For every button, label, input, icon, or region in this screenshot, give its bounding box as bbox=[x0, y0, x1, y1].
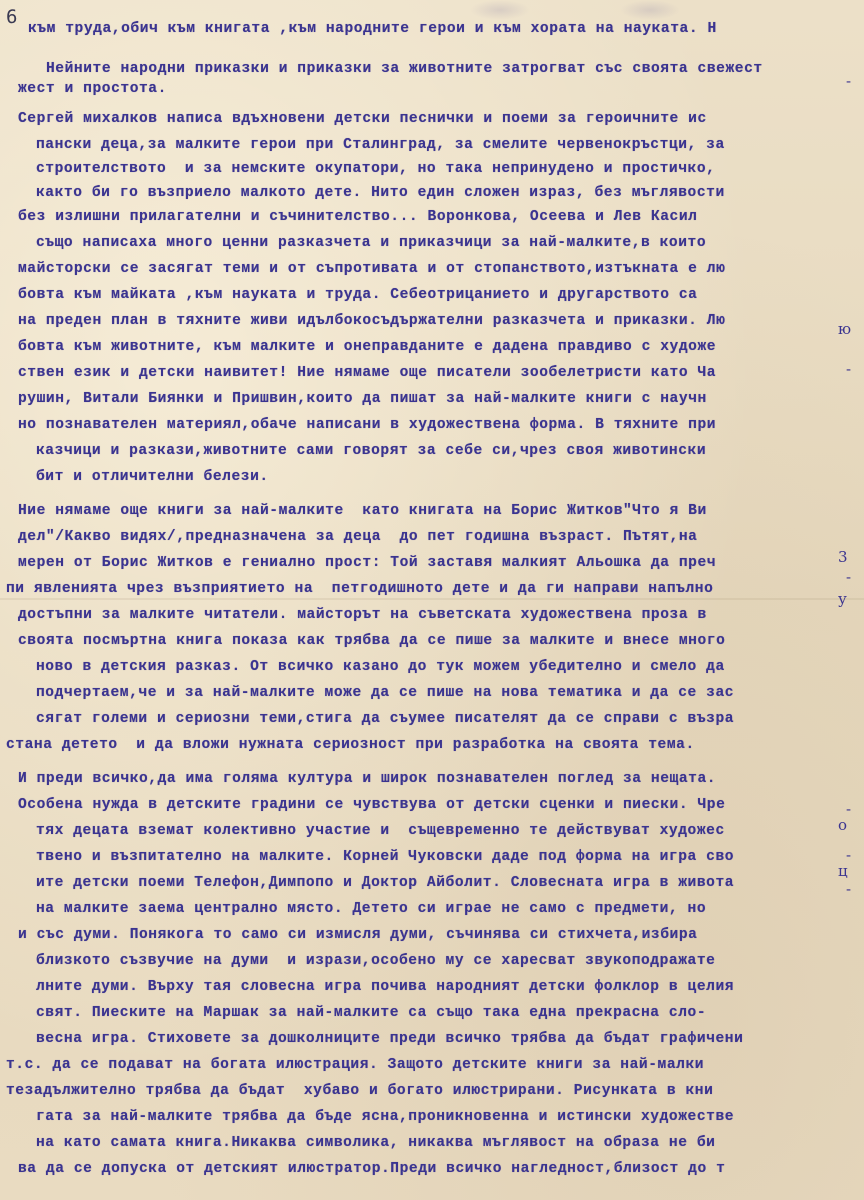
margin-mark: у bbox=[838, 590, 847, 608]
margin-mark: - bbox=[846, 568, 852, 586]
text-line: тях децата вземат колективно участие и същевременно те действуват художес bbox=[36, 823, 725, 839]
text-line: близкото съзвучие на думи и изрази,особено му се харесват звукоподражате bbox=[36, 953, 716, 969]
text-line: казчици и разкази,животните сами говорят за себе си,чрез своя животински bbox=[36, 443, 707, 459]
text-line: ите детски поеми Телефон,Димпопо и Доктор Айболит. Словесната игра в живота bbox=[36, 875, 735, 891]
text-line: достъпни за малките читатели. майсторът на съветската художествена проза в bbox=[18, 607, 707, 623]
text-line: Ние нямаме още книги за най-малките като книгата на Борис Житков"Что я Ви bbox=[18, 503, 707, 519]
text-line: Нейните народни приказки и приказки за животните затрогват със своята свежест bbox=[46, 61, 763, 77]
page-number: 6 bbox=[6, 6, 18, 28]
margin-mark: - bbox=[846, 72, 852, 90]
text-line: ва да се допуска от детският илюстратор.Преди всичко нагледност,близост до т bbox=[18, 1161, 726, 1177]
text-line: както би го възприело малкото дете. Нито един сложен израз, без мъглявости bbox=[36, 185, 725, 201]
text-line: жест и простота. bbox=[18, 81, 167, 97]
text-line: и със думи. Понякога то само си измисля думи, съчинява си стихчета,избира bbox=[18, 927, 698, 943]
text-line: И преди всичко,да има голяма култура и широк познавателен поглед за нещата. bbox=[18, 771, 717, 787]
text-line: сягат големи и сериозни теми,стига да съумее писателят да се справи с възра bbox=[36, 711, 735, 727]
ink-smudge bbox=[620, 0, 680, 20]
text-line: към труда,обич към книгата ,към народните герои и към хората на науката. Н bbox=[28, 21, 717, 37]
text-line: на като самата книга.Никаква символика, никаква мъглявост на образа не би bbox=[36, 1135, 716, 1151]
text-line: подчертаем,че и за най-малките може да се пише на нова тематика и да се зас bbox=[36, 685, 735, 701]
text-line: мерен от Борис Житков е гениално прост: Той заставя малкият Альошка да преч bbox=[18, 555, 717, 571]
text-line: майсторски се засягат теми и от съпротивата и от стопанството,изтъкната е лю bbox=[18, 261, 726, 277]
text-line: строителството и за немските окупатори, но така непринудено и простичко, bbox=[36, 161, 716, 177]
text-line: без излишни прилагателни и съчинителство... Воронкова, Осеева и Лев Касил bbox=[18, 209, 698, 225]
text-line: също написаха много ценни разказчета и приказчици за най-малките,в които bbox=[36, 235, 707, 251]
text-line: бовта към животните, към малките и онеправданите е дадена правдиво с художе bbox=[18, 339, 717, 355]
text-line: Сергей михалков написа вдъхновени детски песнички и поеми за героичните ис bbox=[18, 111, 707, 127]
text-line: ствен език и детски наивитет! Ние нямаме още писатели зообелетристи като Ча bbox=[18, 365, 717, 381]
text-line: свят. Пиеските на Маршак за най-малките са също така една прекрасна сло- bbox=[36, 1005, 707, 1021]
margin-mark: ц bbox=[838, 862, 848, 880]
text-line: пански деца,за малките герои при Сталинград, за смелите червенокръстци, за bbox=[36, 137, 725, 153]
margin-mark: - bbox=[846, 360, 852, 378]
text-line: гата за най-малките трябва да бъде ясна,проникновенна и истински художестве bbox=[36, 1109, 735, 1125]
text-line: бовта към майката ,към науката и труда. Себеотрицанието и другарството са bbox=[18, 287, 698, 303]
margin-mark: ю bbox=[838, 320, 852, 338]
text-line: Особена нужда в детските градини се чувствува от детски сценки и пиески. Чре bbox=[18, 797, 726, 813]
text-line: на преден план в тяхните живи идълбокосъдържателни разказчета и приказки. Лю bbox=[18, 313, 726, 329]
margin-mark: - bbox=[846, 800, 852, 818]
text-line: на малките заема централно място. Детето си играе не само с предмети, но bbox=[36, 901, 707, 917]
text-line: тезадължително трябва да бъдат хубаво и богато илюстрирани. Рисунката в кни bbox=[6, 1083, 714, 1099]
text-line: своята посмъртна книга показа как трябва да се пише за малките и внесе много bbox=[18, 633, 726, 649]
text-line: дел"/Какво видях/,предназначена за деца до пет годишна възраст. Пътят,на bbox=[18, 529, 698, 545]
ink-smudge bbox=[470, 0, 530, 20]
text-line: пи явленията чрез възприятието на петгодишното дете и да ги направи напълно bbox=[6, 581, 714, 597]
text-line: бит и отличителни белези. bbox=[36, 469, 269, 485]
text-line: лните думи. Върху тая словесна игра почива народният детски фолклор в целия bbox=[36, 979, 735, 995]
text-line: твено и възпитателно на малките. Корней Чуковски даде под форма на игра сво bbox=[36, 849, 735, 865]
text-line: стана детето и да вложи нужната сериозност при разработка на своята тема. bbox=[6, 737, 695, 753]
text-line: весна игра. Стиховете за дошколниците преди всичко трябва да бъдат графичени bbox=[36, 1031, 744, 1047]
margin-mark: - bbox=[846, 880, 852, 898]
text-line: рушин, Витали Биянки и Пришвин,които да пишат за най-малките книги с научн bbox=[18, 391, 707, 407]
margin-mark: о bbox=[838, 816, 848, 834]
margin-mark: 3 bbox=[838, 548, 848, 566]
page-fold bbox=[0, 598, 864, 600]
text-line: но познавателен материял,обаче написани в художествена форма. В тяхните при bbox=[18, 417, 717, 433]
text-line: ново в детския разказ. От всичко казано до тук можем убедително и смело да bbox=[36, 659, 725, 675]
text-line: т.с. да се подават на богата илюстрация. Защото детските книги за най-малки bbox=[6, 1057, 705, 1073]
margin-mark: - bbox=[846, 846, 852, 864]
